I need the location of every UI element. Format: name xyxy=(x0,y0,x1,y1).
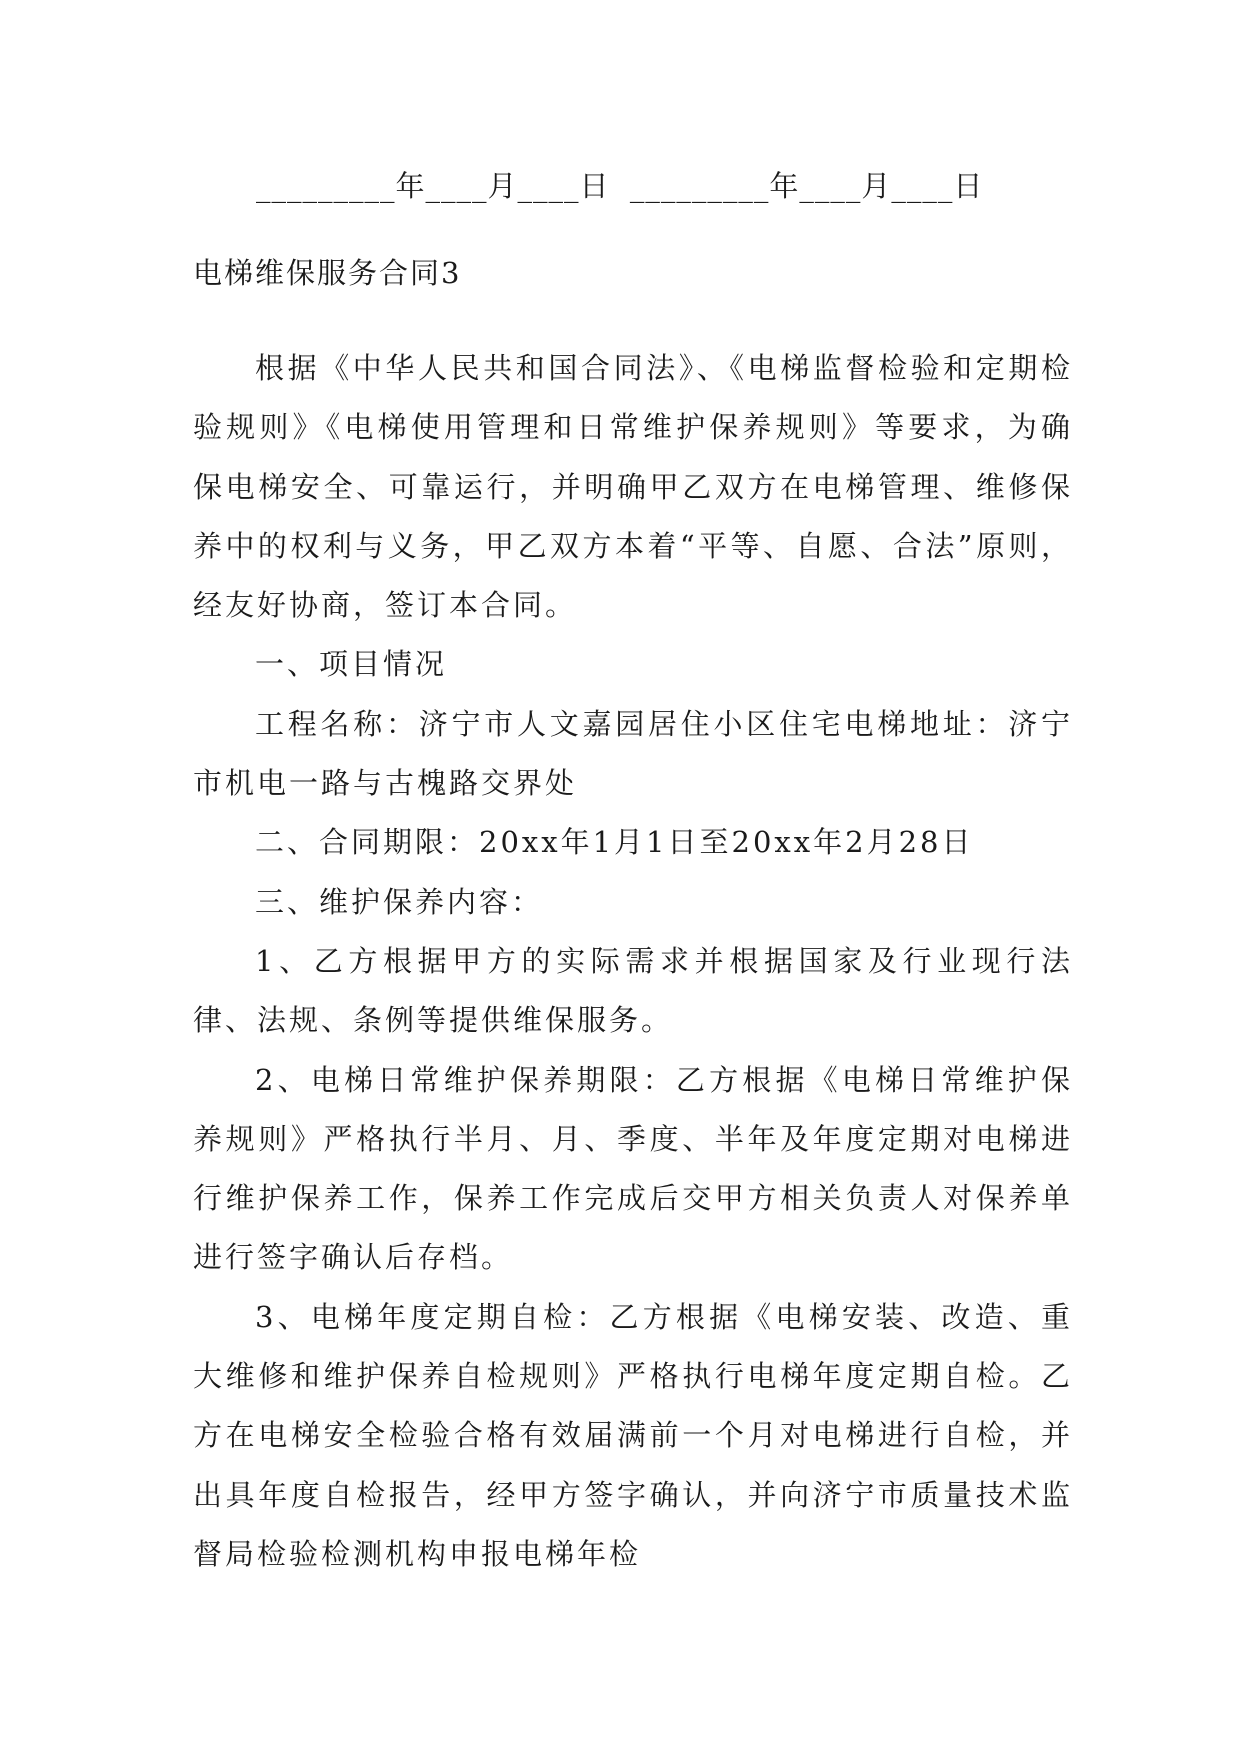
paragraph-clause-3: 3、电梯年度定期自检：乙方根据《电梯安装、改造、重大维修和维护保养自检规则》严格执行电梯年度定期自检。乙方在电梯安全检验合格有效届满前一个月对电梯进行自检，并出具年度自检报告，经甲方签字确认，并向济宁市质量技术监督局检验检测机构申报电梯年检 xyxy=(193,1299,1073,1571)
section-heading-maintenance: 三、维护保养内容： xyxy=(255,884,544,919)
section-heading-project: 一、项目情况 xyxy=(255,647,448,682)
document-title: 电梯维保服务合同3 xyxy=(193,256,462,290)
paragraph-project-info: 工程名称：济宁市人文嘉园居住小区住宅电梯地址：济宁市机电一路与古槐路交界处 xyxy=(193,706,1073,801)
paragraph-preamble: 根据《中华人民共和国合同法》、《电梯监督检验和定期检验规则》《电梯使用管理和日常维护保养规则》等要求，为确保电梯安全、可靠运行，并明确甲乙双方在电梯管理、维修保养中的权利与义务，甲乙双方本着“平等、自愿、合法”原则，经友好协商，签订本合同。 xyxy=(193,351,1073,623)
section-heading-term: 二、合同期限：20xx年1月1日至20xx年2月28日 xyxy=(255,825,974,860)
signature-date-line: _________年____月____日 _________年____月____日 xyxy=(256,169,984,203)
document-body xyxy=(193,339,1073,1584)
paragraph-clause-2: 2、电梯日常维护保养期限：乙方根据《电梯日常维护保养规则》严格执行半月、月、季度、半年及年度定期对电梯进行维护保养工作，保养工作完成后交甲方相关负责人对保养单进行签字确认后存档。 xyxy=(193,1062,1073,1275)
paragraph-clause-1: 1、乙方根据甲方的实际需求并根据国家及行业现行法律、法规、条例等提供维保服务。 xyxy=(193,943,1073,1038)
